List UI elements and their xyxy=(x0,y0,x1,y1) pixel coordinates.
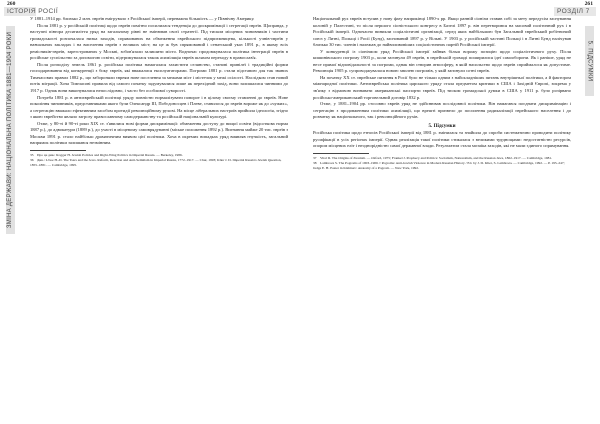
footnote-number: 38 xyxy=(313,160,317,165)
paragraph: Після 1881 р. у російській політиці щодо євреїв помітно посилилася тенденція до дискримінації і сегрегації євреїв. Щоправда, у наступні півтора десятиліття уряд на загальному рівні не змінював своєї стратегії. Під тиском місцевих чиновників і частини громадськості розпочалася низка заходів, спрямованих на обмеження єврейського підприємництва, кількості учнів-євреїв у навчальних закладах і на виселення євреїв з великих міст; на це ж був спрямований і сенатський указ 1891 р., в якому всіх ремісників-євреїв, зареєстрованих у Москві, зобов'язали залишити місто. Водночас продовжувалася політика інтеграції євреїв в російське суспільство за допомогою освіти, підтримувалася також асиміляція євреїв шляхом переходу в православ'я. xyxy=(30,22,288,61)
paragraph: Потреба 1881 р. в антиєврейській політиці уряду повністю нормалізувати поворот і в цілому своєму ставленні до євреїв. Нове покоління чиновників, представниками якого були Олександр III, Побєдоносцев і Плеве, ставилося до євреїв вороже як до «чужих», а сегрегацію вважало ефективним засобом протидії революційному рухові. На місце ліберальних настроїв прийшла ідеологія, згідно з якою єврейство являло загрозу православному самодержавству та російській національній культурі. xyxy=(30,94,288,120)
page-number: 260 xyxy=(7,1,16,7)
summary-paragraph: Російська політика щодо етносів Російської імперії від 1881 р. змінилася та знайшла до спроби систематично проводити політику русифікації в усіх регіонах імперії. Однак реалізація такої політики стикалася з великими труднощами: недостатністю ресурсів, опором місцевих еліт і неоднорідністю самої державної влади. Результатом стала мозаїка заходів, які не мали єдиного спрямування. xyxy=(313,130,571,149)
footnote-rule xyxy=(313,153,369,154)
section-side-tab-label: 5. ПІДСУМКИ xyxy=(586,40,593,82)
footnote-number: 37 xyxy=(313,155,317,160)
footnote-text: Про це див.: Rogger H. Jewish Policies and Right-Wing Politics in Imperial Russia. — Berkeley, 1986. xyxy=(37,152,183,157)
footnote xyxy=(313,161,571,171)
page-number: 261 xyxy=(584,1,593,7)
right-text-column xyxy=(313,16,571,170)
footnote-text: Lambroza S. The Pogroms of 1903–1906 // Pogroms: Anti-Jewish Violence in Modern Russian History / Ed. by J. D. Klier, S. Lambroza. — Cambridge, 1992. — P. 195–247; Judge E. H. Easter in Kishinev: Anatomy of a Pogrom. — New York, 1992. xyxy=(313,160,565,170)
right-page xyxy=(300,0,600,424)
chapter-side-tab xyxy=(6,26,15,234)
footnote-text: Див.: Löwe H.-D. The Tsars and the Jews. Reform, Reaction and Anti-Semitism in Imperial Russia, 1772–1917. — Chur, 1993; Klier J. D. Imperial Russia's Jewish Question, 1855–1881. — Cambridge, 1995. xyxy=(30,157,282,167)
footnote xyxy=(30,158,288,168)
paragraph: У конкуренції із сіонізмом уряд Російської імперії зайняв більш ворожу позицію щодо соціалістичного руху. Після кишинівського погрому 1903 р., коли загинули 49 євреїв, в єврейській громаді поширилися ідеї самооборони. Як і раніше, уряд не несе прямої відповідальності за погроми, однак він створив атмосферу, в якій насильство щодо євреїв сприймалося як допустиме. Революція 1905 р. супроводжувалася новою хвилею погромів, у якій загинули сотні євреїв. xyxy=(313,48,571,74)
footnote-text: Vital D. The Origins of Zionism. — Oxford, 1975; Frankel J. Prophecy and Politics: Socialism, Nationalism, and the Russian Jews, 1862–1917. — Cambridge, 1981. xyxy=(320,155,552,160)
section-side-tab xyxy=(585,26,594,96)
paragraph: Отже, у 80-ті й 90-ті роки XIX ст. з'явилися нові форми дискримінації: обмеження доступу до вищої освіти (відсоткова норма 1887 р.), до адвокатури (1889 р.), до участі в місцевому самоврядуванні (міське положення 1892 р.). Вигнання майже 20 тис. євреїв з Москви 1891 р. стало найбільш драматичним виявом цієї політики. Хоча в окремих випадках уряд виявляв гнучкість, загальний напрямок політики залишався незмінним. xyxy=(30,120,288,146)
footnote-number: 36 xyxy=(30,157,34,162)
footnote-rule xyxy=(30,150,86,151)
paragraph: Отже, у 1881–1904 рр. стосовно євреїв уряд не здійснював послідовної політики. Він намагався поєднати дискримінацію і сегрегацію з продовженням політики асиміляції, що врешті призвело до посилення радикалізації єврейського населення і до розвитку як національного, так і революційного рухів. xyxy=(313,101,571,120)
paragraph: Після розподілу земель 1861 р. російська політика намагалася захистити селянство, станові привілеї і традиційні форми господарювання від конкуренції з боку євреїв, які вважалися експлуататорами. Погроми 1881 р. стали підставою для так званих Тимчасових правил 1882 р., що забороняли євреям нове поселення за межами міст і містечок у межі осілості. Наслідком став новий потік міграції. Хоча Тимчасові правила від самого початку задумувалися лише як перехідний захід, вони залишалися чинними до 1917 р. Однак вони виконувалися непослідовно, і часто без особливої суворості. xyxy=(30,61,288,94)
chapter-side-tab-label: ЗМІНА ДЕРЖАВИ: НАЦІОНАЛЬНА ПОЛІТИКА 1881—1904 РОКИ xyxy=(7,31,14,229)
running-head: РОЗДІЛ 7 xyxy=(554,7,596,16)
section-title: 5. Підсумки xyxy=(428,122,456,129)
running-head: ІСТОРІЯ РОСІЇ xyxy=(4,7,36,16)
footnote-number: 35 xyxy=(30,152,34,157)
paragraph: На початку XX ст. єврейське питання в Росії було не тільки одним з найскладніших питань внутрішньої політики, а й фактором міжнародної політики. Антиєврейська політика царського уряду стала предметом критики в США і Західній Європі, зокрема у зв'язку з відмовою визнавати американські паспорти євреїв. Під тиском громадської думки в США у 1911 р. було розірвано російсько-американський торговельний договір 1832 р. xyxy=(313,74,571,100)
left-text-column xyxy=(30,16,288,167)
paragraph: Національний рух євреїв вступив у нову фазу наприкінці 1890-х рр. Якщо ранній сіонізм ставив собі за мету передусім заснування колоній у Палестині, то після першого сіоністського конгресу в Базелі 1897 р. він перетворився на масовий політичний рух і в Російській імперії. Одночасно виникли соціалістичні організації, серед яких найбільшою був Загальний єврейський робітничий союз у Литві, Польщі і Росії (Бунд), заснований 1897 р. у Вільні. У 1903 р. у російській частині Польщі і в Литві Бунд налічував близько 30 тис. членів і належав до найвпливовіших соціалістичних партій Російської імперії. xyxy=(313,16,571,48)
paragraph: У 1881–1914 рр. близько 2 млн. євреїв емігрувало з Російської імперії, переважна більшість — у Північну Америку. xyxy=(30,16,255,21)
